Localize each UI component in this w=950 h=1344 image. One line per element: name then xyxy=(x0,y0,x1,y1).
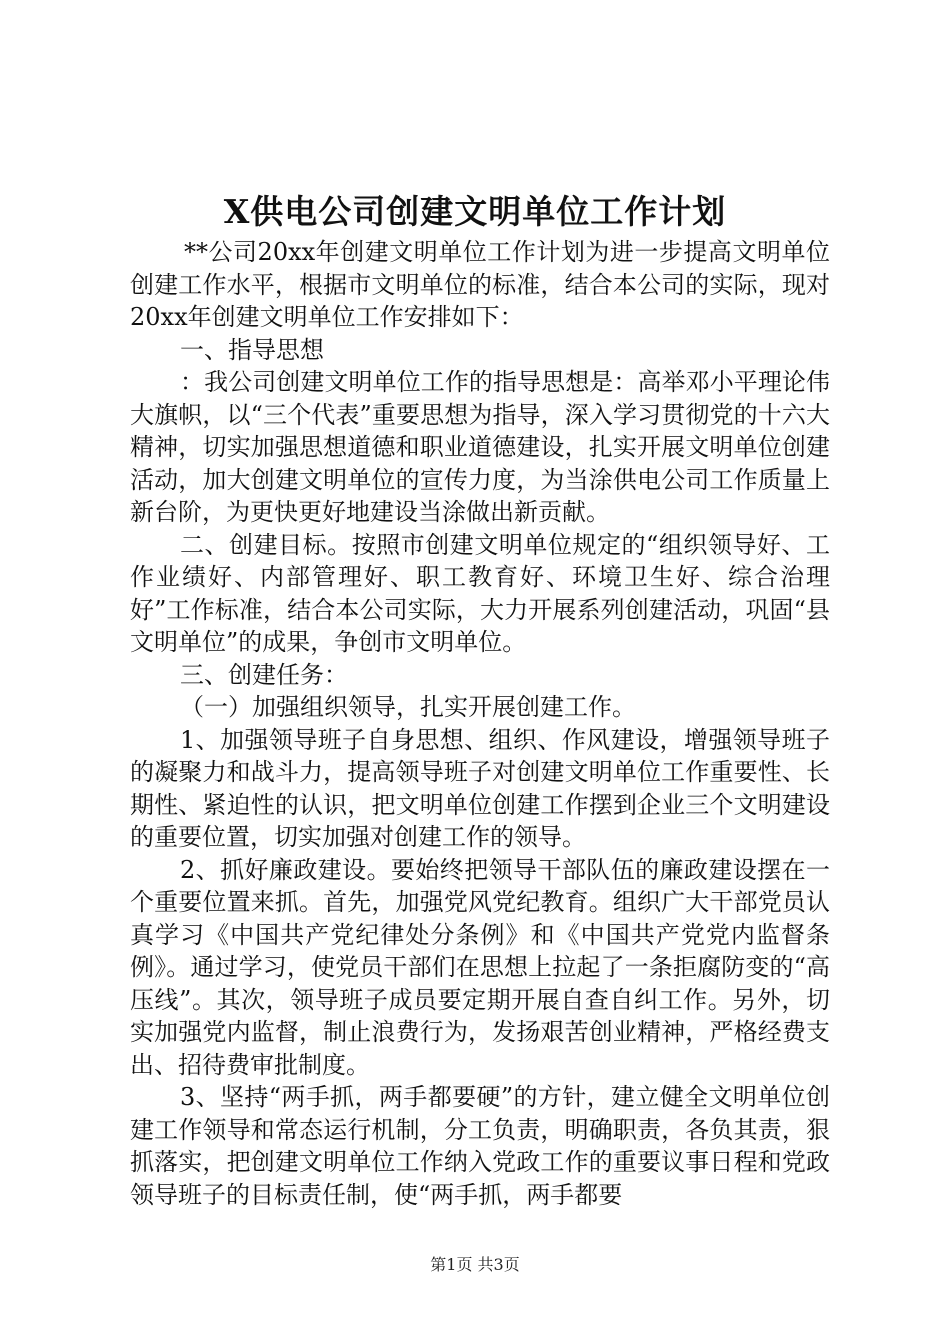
paragraph-task-2: 2、抓好廉政建设。要始终把领导干部队伍的廉政建设摆在一个重要位置来抓。首先，加强党风党纪教育。组织广大干部党员认真学习《中国共产党纪律处分条例》和《中国共产党党内监督条例》。通过学习，使党员干部们在思想上拉起了一条拒腐防变的“高压线”。其次，领导班子成员要定期开展自查自纠工作。另外，切实加强党内监督，制止浪费行为，发扬艰苦创业精神，严格经费支出、招待费审批制度。 xyxy=(130,855,830,1079)
document-title: X供电公司创建文明单位工作计划 xyxy=(223,192,727,231)
paragraph-intro: **公司20xx年创建文明单位工作计划为进一步提高文明单位创建工作水平，根据市文明单位的标准，结合本公司的实际，现对20xx年创建文明单位工作安排如下： xyxy=(130,238,830,331)
paragraph-task-3: 3、坚持“两手抓，两手都要硬”的方针，建立健全文明单位创建工作领导和常态运行机制，分工负责，明确职责，各负其责，狠抓落实，把创建文明单位工作纳入党政工作的重要议事日程和党政领导班子的目标责任制，使“两手抓，两手都要 xyxy=(130,1083,830,1209)
paragraph-guiding-ideology: ：我公司创建文明单位工作的指导思想是：高举邓小平理论伟大旗帜，以“三个代表”重要思想为指导，深入学习贯彻党的十六大精神，切实加强思想道德和职业道德建设，扎实开展文明单位创建活动，加大创建文明单位的宣传力度，为当涂供电公司工作质量上新台阶，为更快更好地建设当涂做出新贡献。 xyxy=(130,368,830,526)
page-number: 第1页 共3页 xyxy=(430,1255,520,1274)
paragraph-goals: 二、创建目标。按照市创建文明单位规定的“组织领导好、工作业绩好、内部管理好、职工教育好、环境卫生好、综合治理好”工作标准，结合本公司实际，大力开展系列创建活动，巩固“县文明单位”的成果，争创市文明单位。 xyxy=(130,530,830,656)
paragraph-task-1: 1、加强领导班子自身思想、组织、作风建设，增强领导班子的凝聚力和战斗力，提高领导班子对创建文明单位工作重要性、长期性、紧迫性的认识，把文明单位创建工作摆到企业三个文明建设的重要位置，切实加强对创建工作的领导。 xyxy=(130,725,830,851)
heading-tasks: 三、创建任务： xyxy=(180,660,348,689)
document-body xyxy=(130,236,830,1211)
subheading-organization: （一）加强组织领导，扎实开展创建工作。 xyxy=(180,693,636,721)
heading-guiding-ideology: 一、指导思想 xyxy=(180,335,324,364)
